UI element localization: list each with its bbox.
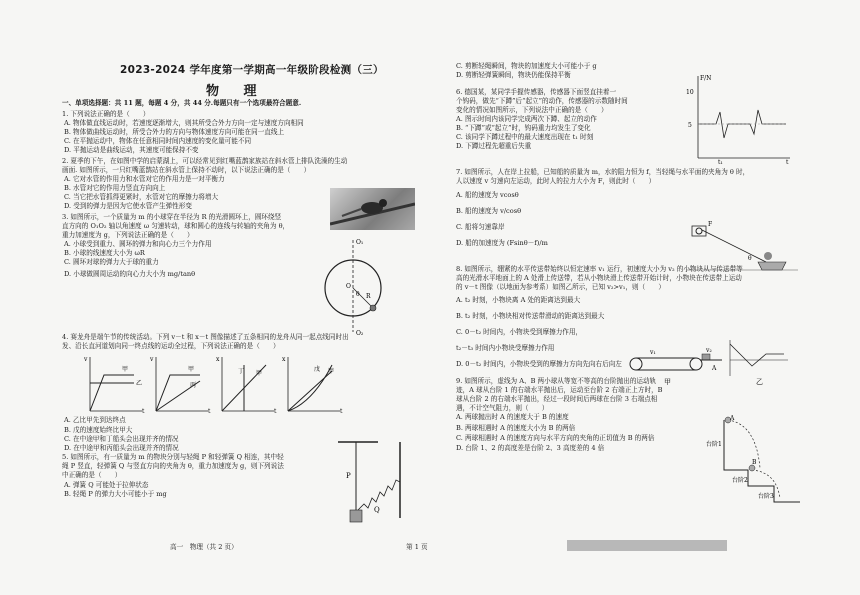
right-text-line: B. t₂ 时刻，小物块相对传送带滑动的距离达到最大 bbox=[456, 312, 605, 320]
label-o: O bbox=[346, 283, 351, 290]
right-text-line: B. 两球相遇时 A 的速度大小为 B 的两倍 bbox=[456, 424, 576, 432]
graph4-t: t bbox=[340, 408, 343, 415]
right-text-line: B. 船的速度为 v/cosθ bbox=[456, 207, 522, 215]
label-b-ball: B bbox=[752, 459, 757, 466]
label-fn: F/N bbox=[700, 75, 712, 82]
label-v2: v₂ bbox=[706, 347, 712, 354]
graph1-v: v bbox=[84, 356, 88, 363]
right-text-line: C. 0－t₂ 时间内，小物块受到摩擦力作用， bbox=[456, 328, 583, 336]
left-text-line: D. 小球做圆周运动的向心力大小为 mg/tanθ bbox=[64, 270, 196, 278]
right-text-line: 球从台阶 2 的右端水平抛出，经过一段时间后两球在台阶 3 右端点相 bbox=[456, 395, 658, 403]
left-text-line: 3. 如图所示，一个质量为 m 的小球穿在半径为 R 的光滑圆环上，圆环绕竖 bbox=[62, 213, 282, 221]
right-text-line: 变化的情况如图所示，下列说法中正确的是（ ） bbox=[456, 106, 608, 114]
right-text-line: D. 下蹲过程先超重后失重 bbox=[456, 142, 532, 150]
graph-2 bbox=[149, 356, 211, 415]
graph3-x: x bbox=[216, 356, 220, 363]
left-text-line: 2. 夏季的下午，在如图中学的启蒙湖上，可以经常见到红嘴蓝鹊家族站在斜水管上排队洗澡的生动 bbox=[62, 157, 348, 165]
graph-4 bbox=[282, 356, 343, 415]
exam-subject: 物 理 bbox=[206, 84, 267, 99]
label-r: R bbox=[366, 293, 371, 300]
left-text-line: 直方向的 O₁O₂ 轴以角速度 ω 匀速转动，球和圆心的连线与转轴的夹角为 θ， bbox=[62, 222, 290, 230]
rotating-ring-figure bbox=[318, 236, 388, 336]
left-text-line: D. 在中途甲和丙船头会出现并齐的情况 bbox=[64, 444, 179, 452]
label-fig-yi: 乙 bbox=[756, 378, 763, 386]
right-text-line: C. 剪断轻绳瞬间，物块的加速度大小可能小于 g bbox=[456, 62, 597, 70]
graph-1 bbox=[84, 356, 145, 415]
right-text-line: 迹，A 球从台阶 1 的右端水平抛出后，运动至台阶 2 右端正上方时，B bbox=[456, 386, 663, 394]
left-text-line: 发、沿长直河道划向同一终点线的运动全过程，下列说法正确的是（ ） bbox=[62, 342, 280, 350]
right-text-line: 人以速度 v 匀速向左运动，此时人的拉力大小为 F，则此时（ ） bbox=[456, 177, 656, 185]
left-text-line: C. 在中途甲和丁船头会出现并齐的情况 bbox=[64, 435, 179, 443]
right-text-line: A. 两球抛出时 A 的速度大于 B 的速度 bbox=[456, 413, 569, 421]
left-text-line: 4. 赛龙舟是端午节的传统活动。下列 v－t 和 x－t 图像描述了五条相同的龙舟从同一起点线同时出 bbox=[62, 333, 349, 341]
left-text-line: D. 受到的弹力是因为它使水管产生弹性形变 bbox=[64, 202, 192, 210]
right-text-line: 遇，不计空气阻力，则（ ） bbox=[456, 404, 549, 412]
grey-bar bbox=[567, 540, 727, 551]
label-five: 5 bbox=[688, 122, 692, 129]
graph2-jia: 甲 bbox=[188, 366, 195, 373]
right-text-line: B. “下蹲”或“起立”时，钩码重力均发生了变化 bbox=[456, 124, 591, 132]
left-text-line: B. 轻绳 P 的弹力大小可能小于 mg bbox=[64, 490, 167, 498]
left-text-line: D. 平抛运动是曲线运动，其速度可能保持不变 bbox=[64, 146, 199, 154]
right-text-line: 个钩码，做先“下蹲”后“起立”的动作，传感器的示数随时间 bbox=[456, 97, 628, 105]
bird-icon bbox=[330, 188, 415, 230]
conveyor-belt bbox=[630, 347, 722, 386]
footer-page: 第 1 页 bbox=[406, 543, 428, 551]
left-text-line: 重力加速度为 g，下列说法正确的是（ ） bbox=[62, 231, 194, 239]
right-text-line: 的 v－t 图像（以地面为参考系）如图乙所示，已知 v₂>v₁，则（ ） bbox=[456, 283, 665, 291]
left-text-line: B. 戊的速度始终比甲大 bbox=[64, 426, 133, 434]
right-text-line: D. 台阶 1、2 的高度差是台阶 2、3 高度差的 4 倍 bbox=[456, 444, 605, 452]
bird-photo bbox=[330, 188, 415, 230]
graph4-jia: 甲 bbox=[328, 368, 335, 375]
label-ten: 10 bbox=[686, 89, 694, 96]
graph4-x: x bbox=[282, 356, 286, 363]
left-text-line: A. 物体做直线运动时，若速度逐渐增大，则其所受合外力方向一定与速度方向相同 bbox=[64, 119, 304, 127]
left-text-line: B. 物体做曲线运动时，所受合外力的方向与物体速度方向可能在同一直线上 bbox=[64, 128, 285, 136]
label-t1: t₁ bbox=[718, 159, 723, 164]
left-text-line: A. 它对水管的作用力和水管对它的作用力是一对平衡力 bbox=[64, 175, 225, 183]
label-o2: O₂ bbox=[356, 330, 364, 336]
label-f: F bbox=[708, 221, 713, 228]
label-step2: 台阶2 bbox=[732, 477, 748, 484]
graph1-jia: 甲 bbox=[122, 366, 129, 373]
graph4-wu: 戊 bbox=[314, 366, 321, 373]
label-q: Q bbox=[374, 506, 380, 514]
dragon-boat-graphs bbox=[84, 353, 404, 415]
right-text-line: C. 该同学下蹲过程中的最大速度出现在 t₁ 时刻 bbox=[456, 133, 594, 141]
left-text-line: C. 在平抛运动中，物体在任意相同时间内速度的变化量可能不同 bbox=[64, 137, 252, 145]
right-text-line: A. 船的速度为 vcosθ bbox=[456, 191, 519, 199]
section-heading: 一、单项选择题：共 11 题，每题 4 分，共 44 分.每题只有一个选项最符合题意. bbox=[62, 99, 302, 107]
right-text-line: 8. 如图所示，绷紧的水平传送带始终以恒定速率 v₁ 运行，初速度大小为 v₂ 的小物块从与传送带等 bbox=[456, 265, 743, 273]
label-step1: 台阶1 bbox=[706, 441, 722, 448]
right-text-line: t₂－t₃ 时间内小物块受摩擦力作用 bbox=[456, 344, 555, 352]
graph1-t: t bbox=[142, 408, 145, 415]
graph-3 bbox=[216, 356, 277, 415]
label-o1: O₁ bbox=[356, 239, 364, 246]
right-text-line: D. 剪断轻弹簧瞬间，物块仍能保持平衡 bbox=[456, 71, 571, 79]
left-text-line: A. 弹簧 Q 可能处于拉伸状态 bbox=[64, 481, 149, 489]
graph1-yi: 乙 bbox=[136, 380, 143, 387]
label-fig-jia: 甲 bbox=[664, 378, 671, 386]
left-text-line: B. 水管对它的作用力竖直方向向上 bbox=[64, 184, 166, 192]
label-a: A bbox=[712, 365, 717, 372]
label-theta2: θ bbox=[748, 255, 752, 262]
left-text-line: A. 小球受到重力、圆环的弹力和向心力三个力作用 bbox=[64, 240, 212, 248]
label-a-ball: A bbox=[730, 415, 735, 422]
conveyor-figure bbox=[622, 336, 792, 386]
conveyor-vt-graph bbox=[730, 340, 788, 386]
label-v1: v₁ bbox=[650, 349, 656, 356]
right-text-line: 7. 如图所示，人在岸上拉船，已知船的质量为 m，水的阻力恒为 f，当轻绳与水平面的夹角为 θ 时， bbox=[456, 168, 750, 176]
label-step3: 台阶3 bbox=[758, 493, 774, 500]
left-text-line: 5. 如图所示，有一质量为 m 的物块分别与轻绳 P 和轻弹簧 Q 相连，其中轻 bbox=[62, 453, 284, 461]
right-text-line: A. 图示时间内该同学完成两次下蹲、起立的动作 bbox=[456, 115, 597, 123]
force-time-graph bbox=[686, 72, 796, 164]
graph3-ding: 丁 bbox=[238, 368, 245, 375]
right-text-line: 高的光滑水平地面上的 A 处滑上传送带，若从小物块滑上传送带开始计时，小物块在传送带上运动 bbox=[456, 274, 742, 282]
right-text-line: D. 0－t₂ 时间内，小物块受到的摩擦力方向先向右后向左 bbox=[456, 360, 622, 368]
left-text-line: C. 圆环对球的弹力大于球的重力 bbox=[64, 258, 159, 266]
left-text-line: A. 乙比甲先到达终点 bbox=[64, 416, 126, 424]
right-text-line: C. 两球相遇时 A 的速度方向与水平方向的夹角的正切值为 B 的两倍 bbox=[456, 434, 655, 442]
left-text-line: 画面. 如图所示，一只红嘴蓝鹊站在斜水管上保持不动时，以下说法正确的是（ ） bbox=[62, 166, 311, 174]
left-text-line: 1. 下列说法正确的是（ ） bbox=[62, 110, 150, 118]
right-text-line: 6. 德国某，某同学手握传感器，传感器下面竖直挂着一 bbox=[456, 88, 617, 96]
steps-figure bbox=[706, 412, 800, 504]
right-text-line: A. t₂ 时刻，小物块离 A 处的距离达到最大 bbox=[456, 296, 581, 304]
right-text-line: 9. 如图所示，虚线为 A、B 两小球从等宽不等高的台阶抛出的运动轨 bbox=[456, 377, 657, 385]
graph2-t: t bbox=[208, 408, 211, 415]
label-t: t bbox=[786, 159, 789, 164]
left-text-line: 中正确的是（ ） bbox=[62, 471, 122, 479]
graph2-bing: 丙 bbox=[190, 382, 197, 389]
left-text-line: C. 当它把水管抓得更紧时，水管对它的摩擦力将增大 bbox=[64, 193, 219, 201]
right-text-line: C. 船将匀速靠岸 bbox=[456, 223, 505, 231]
left-text-line: B. 小球的线速度大小为 ωR bbox=[64, 249, 145, 257]
label-theta: θ bbox=[356, 291, 360, 298]
graph2-v: v bbox=[150, 356, 154, 363]
graph3-t: t bbox=[274, 408, 277, 415]
label-p: P bbox=[346, 472, 351, 480]
boat-pulling-figure bbox=[686, 218, 798, 280]
rope-spring-figure bbox=[334, 438, 414, 528]
footer-left: 高一 物理（共 2 页） bbox=[170, 543, 238, 551]
left-text-line: 绳 P 竖直，轻弹簧 Q 与竖直方向的夹角为 θ，重力加速度为 g，则下列说法 bbox=[62, 462, 284, 470]
exam-title: 2023-2024 学年度第一学期高一年级阶段检测（三） bbox=[120, 64, 384, 76]
right-text-line: D. 船的加速度为 (Fsinθ－f)/m bbox=[456, 239, 548, 247]
graph3-jia: 甲 bbox=[256, 370, 263, 377]
